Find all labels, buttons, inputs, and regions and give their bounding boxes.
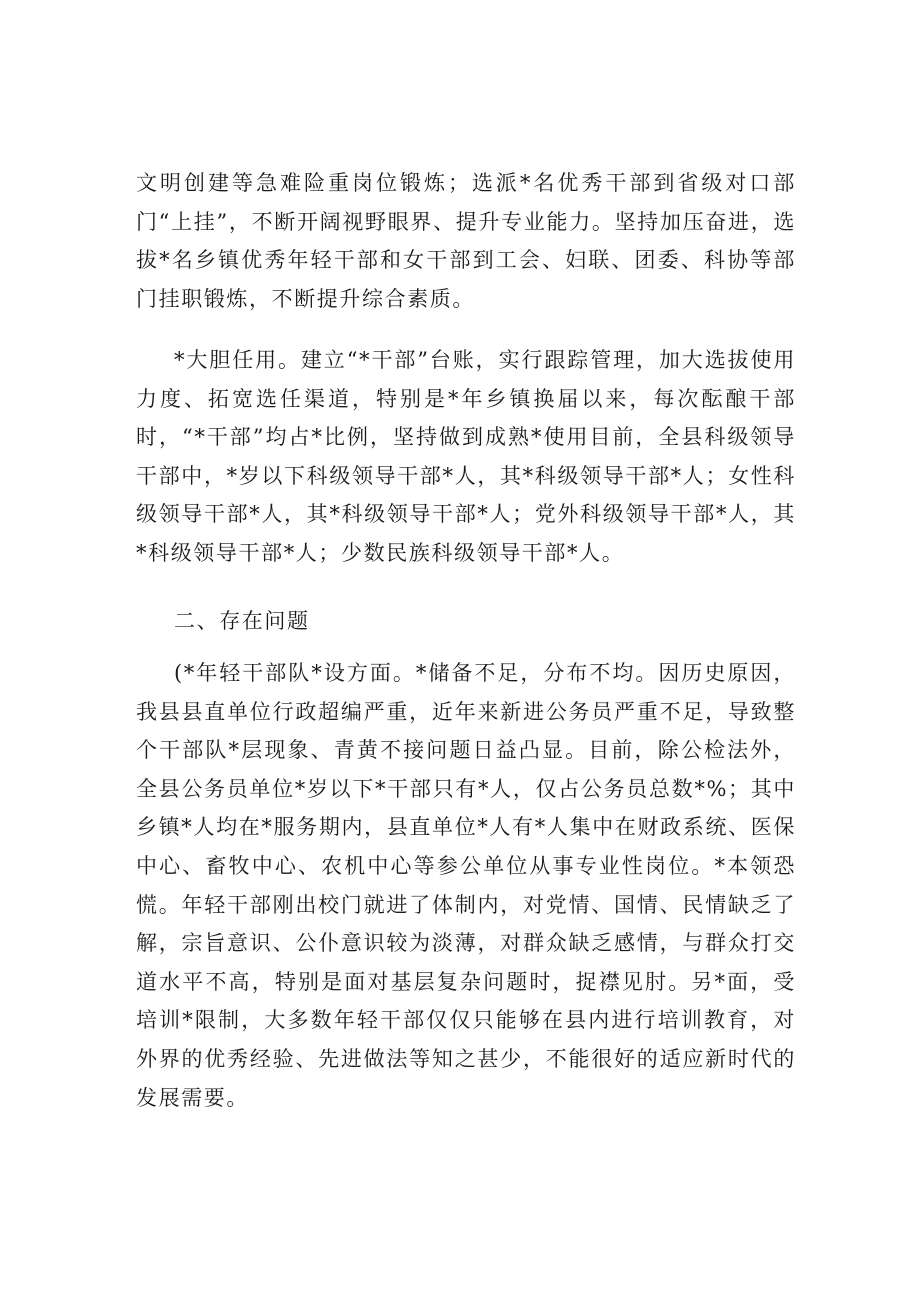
paragraph-training-assignment: 文明创建等急难险重岗位锻炼；选派*名优秀干部到省级对口部门“上挂”，不断开阔视野眼界、提升专业能力。坚持加压奋进，选拔*名乡镇优秀年轻干部和女干部到工会、妇联、团委、科协等部门挂职锻炼，不断提升综合素质。 bbox=[136, 171, 796, 311]
paragraph-young-cadre-team: (*年轻干部队*设方面。*储备不足，分布不均。因历史原因，我县县直单位行政超编严重，近年来新进公务员严重不足，导致整个干部队*层现象、青黄不接问题日益凸显。目前，除公检法外，全县公务员单位*岁以下*干部只有*人，仅占公务员总数*%；其中乡镇*人均在*服务期内，县直单位*人有*人集中在财政系统、医保中心、畜牧中心、农机中心等参公单位从事专业性岗位。*本领恐慌。年轻干部刚出校门就进了体制内，对党情、国情、民情缺乏了解，宗旨意识、公仆意识较为淡薄，对群众缺乏感情，与群众打交道水平不高，特别是面对基层复杂问题时，捉襟见肘。另*面，受培训*限制，大多数年轻干部仅仅只能够在县内进行培训教育，对外界的优秀经验、先进做法等知之甚少，不能很好的适应新时代的发展需要。 bbox=[136, 661, 796, 1110]
paragraph-bold-appointment: *大胆任用。建立“*干部”台账，实行跟踪管理，加大选拔使用力度、拓宽选任渠道，特别是*年乡镇换届以来，每次酝酿干部时，“*干部”均占*比例，坚持做到成熟*使用目前，全县科级领导干部中，*岁以下科级领导干部*人，其*科级领导干部*人；女性科级领导干部*人，其*科级领导干部*人；党外科级领导干部*人，其*科级领导干部*人；少数民族科级领导干部*人。 bbox=[136, 348, 796, 565]
section-heading-existing-problems: 二、存在问题 bbox=[174, 609, 310, 633]
